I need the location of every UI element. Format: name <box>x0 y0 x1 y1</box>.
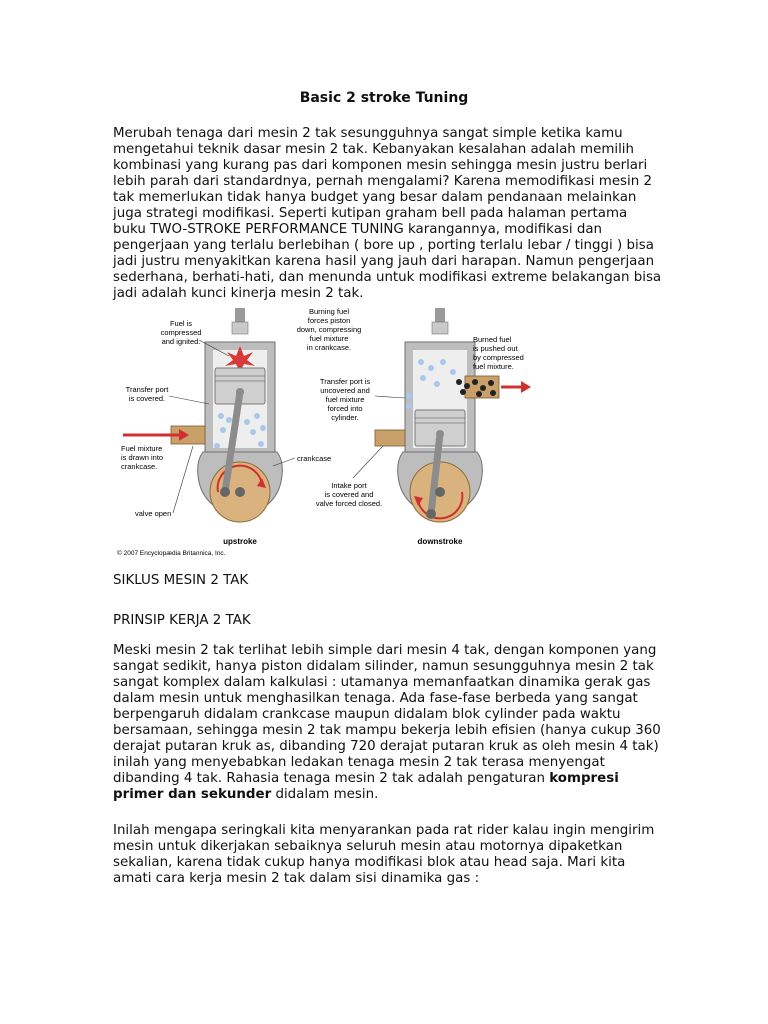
label-valve-open: valve open <box>135 509 172 518</box>
label-fuel-drawn-line1: Fuel mixture <box>121 444 163 453</box>
label-transfer-uncovered-line2: uncovered and <box>320 386 370 395</box>
spark-plug-icon <box>235 308 245 324</box>
heading-prinsip: PRINSIP KERJA 2 TAK <box>113 613 251 628</box>
principle-text-end: didalam mesin. <box>271 787 379 802</box>
label-burned-fuel-line3: by compressed <box>473 353 524 362</box>
principle-paragraph <box>113 643 663 803</box>
middle-labels <box>297 307 405 508</box>
label-burning-fuel-line5: in crankcase. <box>306 343 352 352</box>
label-burning-fuel-line1: Burning fuel <box>308 307 350 316</box>
label-transfer-covered-line1: Transfer port <box>125 385 169 394</box>
label-burned-fuel-line1: Burned fuel <box>473 335 512 344</box>
label-transfer-uncovered-line5: cylinder. <box>331 413 359 422</box>
document-title: Basic 2 stroke Tuning <box>299 90 469 106</box>
downstroke-engine <box>375 308 531 546</box>
upstroke-engine <box>117 308 331 557</box>
label-intake-covered-line3: valve forced closed. <box>315 499 383 508</box>
intro-paragraph: Merubah tenaga dari mesin 2 tak sesungguhnya sangat simple ketika kamu mengetahui teknik dasar mesin 2 tak. Kebanyakan kesalahan adalah memilih kombinasi yang kurang pas dari komponen mesin sehingga mesin justru berlari lebih parah dari standardnya, pernah mengalami? Karena memodifikasi mesin 2 tak memerlukan tidak hanya budget yang besar dalam pendanaan melainkan juga strategi modifikasi. Seperti kutipan graham bell pada halaman pertama buku TWO-STROKE PERFORMANCE TUNING karangannya, modifikasi dan pengerjaan yang terlalu berlebihan ( bore up , porting terlalu lebar / tinggi ) bisa jadi justru menyakitkan karena hasil yang jauh dari harapan. Namun pengerjaan sederhana, berhati-hati, dan menunda untuk modifikasi extreme belakangan bisa jadi adalah kunci kinerja mesin 2 tak. <box>113 126 662 301</box>
principle-text-bold: kompresi primer dan sekunder <box>113 771 619 802</box>
heading-siklus: SIKLUS MESIN 2 TAK <box>113 573 249 588</box>
label-transfer-covered-line2: is covered. <box>128 394 166 403</box>
label-upstroke: upstroke <box>223 537 257 546</box>
label-fuel-drawn-line2: is drawn into <box>121 453 164 462</box>
label-burning-fuel-line4: fuel mixture <box>309 334 349 343</box>
two-stroke-diagram <box>113 306 533 561</box>
label-burning-fuel-line3: down, compressing <box>296 325 362 334</box>
label-burned-fuel-line2: is pushed out <box>473 344 518 353</box>
label-transfer-uncovered-line3: fuel mixture <box>325 395 365 404</box>
label-burning-fuel-line2: forces piston <box>307 316 351 325</box>
label-burned-fuel-line4: fuel mixture. <box>473 362 514 371</box>
label-fuel-compressed-line3: and ignited. <box>161 337 201 346</box>
figure-copyright: © 2007 Encyclopædia Britannica, Inc. <box>117 550 226 557</box>
label-downstroke: downstroke <box>417 537 463 546</box>
label-fuel-drawn-line3: crankcase. <box>121 462 158 471</box>
spark-plug-icon <box>435 308 445 324</box>
principle-text-start: Meski mesin 2 tak terlihat lebih simple dari mesin 4 tak, dengan komponen yang sangat sedikit, hanya piston didalam silinder, namun sesungguhnya mesin 2 tak sangat komplex dalam kalkulasi : utamanya memanfaatkan dinamika gerak gas dalam mesin untuk menghasilkan tenaga. Ada fase-fase berbeda yang sangat berpengaruh didalam crankcase maupun didalam blok cylinder pada waktu bersamaan, sehingga mesin 2 tak mampu bekerja lebih efisien (hanya cukup 360 derajat putaran kruk as, dibanding 720 derajat putaran kruk as oleh mesin 4 tak) inilah yang menyebabkan ledakan tenaga mesin 2 tak terasa menyengat dibanding 4 tak. Rahasia tenaga mesin 2 tak adalah pengaturan <box>113 643 661 786</box>
advice-paragraph: Inilah mengapa seringkali kita menyarankan pada rat rider kalau ingin mengirim mesin untuk dikerjakan sebaiknya seluruh mesin atau motornya dipaketkan sekalian, karena tidak cukup hanya modifikasi blok atau head saja. Mari kita amati cara kerja mesin 2 tak dalam sisi dinamika gas : <box>113 823 655 886</box>
label-transfer-uncovered-line4: forced into <box>327 404 363 413</box>
label-fuel-compressed-line1: Fuel is <box>169 319 193 328</box>
label-intake-covered-line2: is covered and <box>324 490 374 499</box>
label-transfer-uncovered-line1: Transfer port is <box>319 377 371 386</box>
label-fuel-compressed-line2: compressed <box>160 328 202 337</box>
label-crankcase: crankcase <box>297 454 332 463</box>
label-intake-covered-line1: Intake port <box>331 481 367 490</box>
